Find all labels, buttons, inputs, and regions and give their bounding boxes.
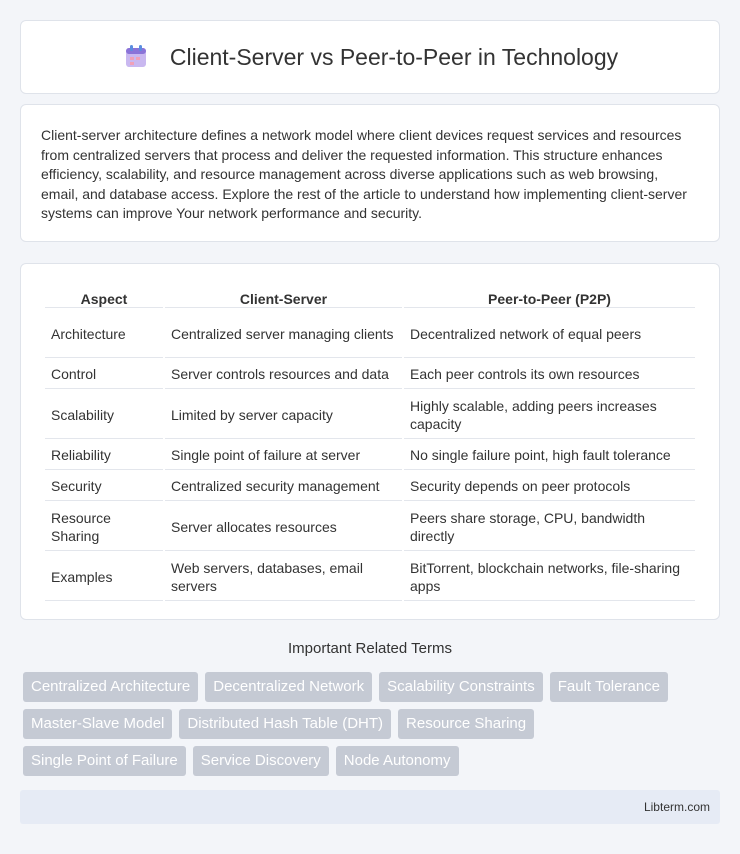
calendar-icon: [122, 43, 150, 71]
intro-card: [20, 104, 720, 242]
aspect-cell: Scalability: [45, 391, 163, 439]
header-client-server: Client-Server: [165, 286, 402, 308]
p2p-cell: Highly scalable, adding peers increases capacity: [404, 391, 695, 439]
table-row: [45, 553, 695, 601]
aspect-cell: Architecture: [45, 310, 163, 358]
tag-distributed-hash-table[interactable]: Distributed Hash Table (DHT): [179, 709, 391, 739]
client-server-cell: Single point of failure at server: [165, 441, 402, 470]
header-p2p: Peer-to-Peer (P2P): [404, 286, 695, 308]
table-row: [45, 472, 695, 501]
tag-scalability-constraints[interactable]: Scalability Constraints: [379, 672, 543, 702]
footer: [20, 790, 720, 824]
tag-node-autonomy[interactable]: Node Autonomy: [336, 746, 459, 776]
related-terms: [23, 672, 723, 783]
table-row: [45, 310, 695, 358]
tag-service-discovery[interactable]: Service Discovery: [193, 746, 329, 776]
tag-centralized-architecture[interactable]: Centralized Architecture: [23, 672, 198, 702]
p2p-cell: Decentralized network of equal peers: [404, 310, 695, 358]
title-card: [20, 20, 720, 94]
comparison-card: [20, 263, 720, 620]
intro-text: Client-server architecture defines a network model where client devices request services and resources from centralized servers that process and deliver the requested information. This structure enhances efficiency, scalability, and resource management across diverse applications such as web browsing, email, and database access. Explore the rest of the article to understand how implementing client-server systems can improve Your network performance and security.: [41, 127, 687, 222]
table-row: [45, 360, 695, 389]
table-row: [45, 441, 695, 470]
comparison-table: [43, 284, 697, 603]
page-title: Client-Server vs Peer-to-Peer in Technology: [169, 43, 619, 70]
related-terms-title: Important Related Terms: [288, 640, 452, 657]
client-server-cell: Web servers, databases, email servers: [165, 553, 402, 601]
table-row: [45, 391, 695, 439]
aspect-cell: Examples: [45, 553, 163, 601]
aspect-cell: Resource Sharing: [45, 503, 163, 551]
tag-single-point-of-failure[interactable]: Single Point of Failure: [23, 746, 186, 776]
p2p-cell: No single failure point, high fault tolerance: [404, 441, 695, 470]
tag-master-slave-model[interactable]: Master-Slave Model: [23, 709, 172, 739]
footer-site[interactable]: Libterm.com: [643, 800, 710, 814]
tag-fault-tolerance[interactable]: Fault Tolerance: [550, 672, 668, 702]
p2p-cell: Each peer controls its own resources: [404, 360, 695, 389]
tag-decentralized-network[interactable]: Decentralized Network: [205, 672, 372, 702]
p2p-cell: BitTorrent, blockchain networks, file-sharing apps: [404, 553, 695, 601]
client-server-cell: Centralized server managing clients: [165, 310, 402, 358]
client-server-cell: Centralized security management: [165, 472, 402, 501]
header-aspect: Aspect: [45, 286, 163, 308]
client-server-cell: Server allocates resources: [165, 503, 402, 551]
aspect-cell: Reliability: [45, 441, 163, 470]
tag-resource-sharing[interactable]: Resource Sharing: [398, 709, 534, 739]
aspect-cell: Control: [45, 360, 163, 389]
table-row: [45, 503, 695, 551]
p2p-cell: Security depends on peer protocols: [404, 472, 695, 501]
p2p-cell: Peers share storage, CPU, bandwidth directly: [404, 503, 695, 551]
aspect-cell: Security: [45, 472, 163, 501]
client-server-cell: Limited by server capacity: [165, 391, 402, 439]
client-server-cell: Server controls resources and data: [165, 360, 402, 389]
